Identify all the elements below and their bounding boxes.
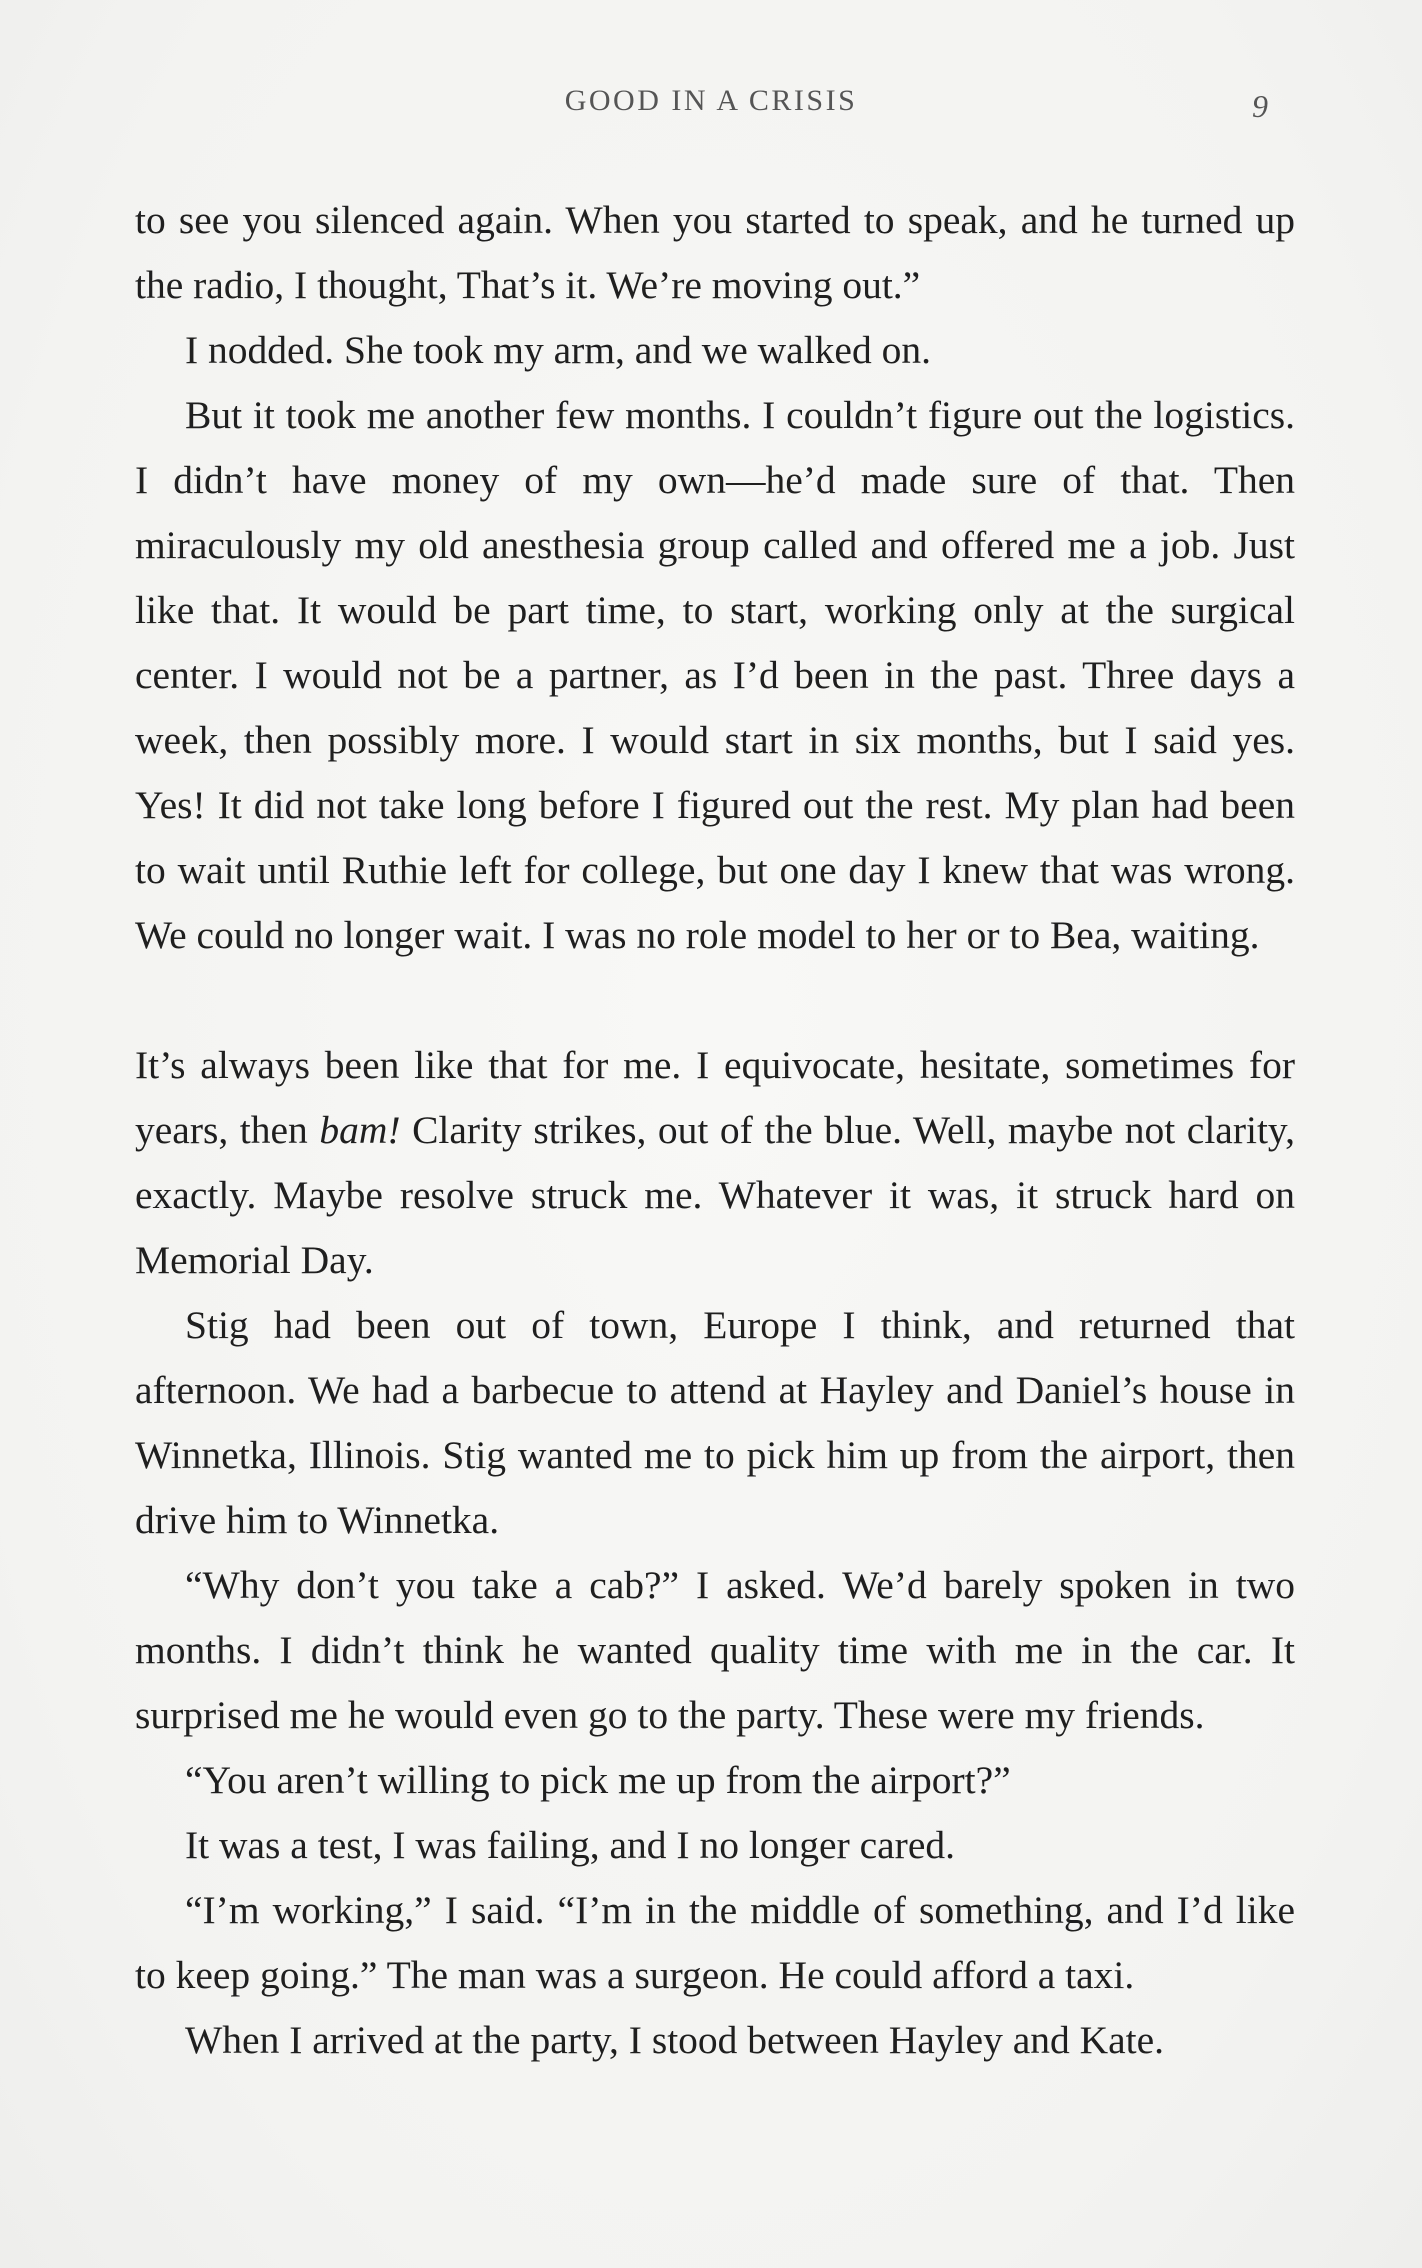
paragraph: Stig had been out of town, Europe I think, and returned that afternoon. We had a barbecue to attend at Hayley and Daniel’s house in Winnetka, Illinois. Stig wanted me to pick him up from the airport, then drive him to Winnetka.	[135, 1303, 1295, 1542]
paragraph: But it took me another few months. I couldn’t figure out the logistics. I didn’t have money of my own—he’d made sure of that. Then miraculously my old anesthesia group called and offered me a job. Just like that. It would be part time, to start, working only at the surgical center. I would not be a partner, as I’d been in the past. Three days a week, then possibly more. I would start in six months, but I said yes. Yes! It did not take long before I figured out the rest. My plan had been to wait until Ruthie left for college, but one day I knew that was wrong. We could no longer wait. I was no role model to her or to Bea, waiting.	[135, 393, 1295, 957]
paragraph: When I arrived at the party, I stood between Hayley and Kate.	[185, 2018, 1165, 2062]
paragraph: “Why don’t you take a cab?” I asked. We’d barely spoken in two months. I didn’t think he wanted quality time with me in the car. It surprised me he would even go to the party. These were my friends.	[135, 1563, 1295, 1737]
body-text	[135, 188, 1295, 2073]
emphasis: bam!	[319, 1108, 401, 1152]
text-run: Clarity strikes, out of the blue. Well, maybe not clarity, exactly. Maybe resolve struck me. Whatever it was, it struck hard on Memorial Day.	[135, 1108, 1295, 1282]
paragraph: “I’m working,” I said. “I’m in the middle of something, and I’d like to keep going.” The man was a surgeon. He could afford a taxi.	[135, 1888, 1295, 1997]
running-head: GOOD IN A CRISIS	[564, 84, 858, 117]
paragraph: I nodded. She took my arm, and we walked on.	[185, 328, 931, 372]
paragraph: “You aren’t willing to pick me up from the airport?”	[185, 1758, 1011, 1802]
text-run: It’s always been like that for me. I equivocate, hesitate, sometimes for years, then	[135, 1043, 1295, 1152]
page-number: 9	[1252, 88, 1268, 124]
paragraph: to see you silenced again. When you started to speak, and he turned up the radio, I thought, That’s it. We’re moving out.”	[135, 198, 1295, 307]
paragraph-section-start	[135, 1033, 1295, 1293]
paragraph: It was a test, I was failing, and I no longer cared.	[185, 1823, 955, 1867]
